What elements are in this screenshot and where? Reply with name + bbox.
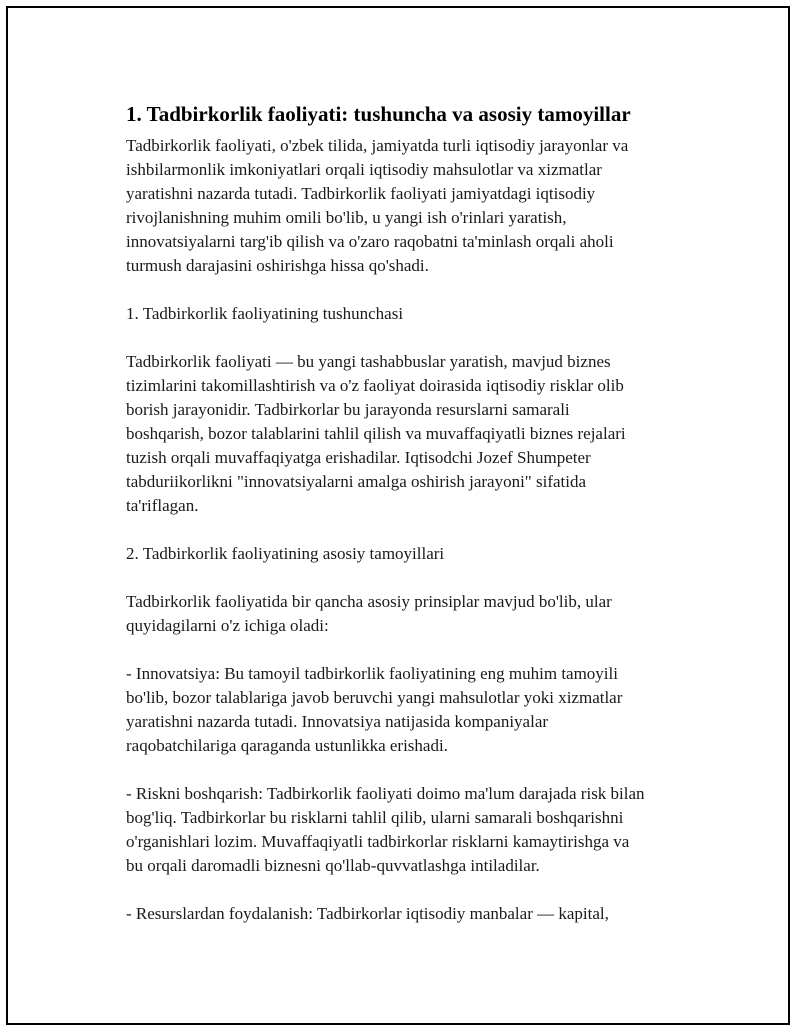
section-heading-2 — [126, 542, 716, 566]
text-line: quyidagilarni o'z ichiga oladi: — [126, 616, 329, 635]
text-line: tabduriikorlikni "innovatsiyalarni amalga oshirish jarayoni" sifatida — [126, 472, 587, 491]
text-line: - Innovatsiya: Bu tamoyil tadbirkorlik faoliyatining eng muhim tamoyili — [126, 664, 618, 683]
principles-intro-paragraph — [126, 590, 716, 638]
paragraph-gap — [126, 878, 716, 902]
text-line: borish jarayonidir. Tadbirkorlar bu jarayonda resurslarni samarali — [126, 400, 570, 419]
paragraph-gap — [126, 326, 716, 350]
text-line: bu orqali daromadli biznesni qo'llab-quvvatlashga intiladilar. — [126, 856, 540, 875]
text-line: o'rganishlari lozim. Muvaffaqiyatli tadbirkorlar risklarni kamaytirishga va — [126, 832, 630, 851]
document-title: 1. Tadbirkorlik faoliyati: tushuncha va asosiy tamoyillar — [126, 102, 631, 126]
section-heading-1 — [126, 302, 716, 326]
text-line: yaratishni nazarda tutadi. Tadbirkorlik faoliyati jamiyatdagi iqtisodiy — [126, 184, 596, 203]
text-line: Tadbirkorlik faoliyati — bu yangi tashabbuslar yaratish, mavjud biznes — [126, 352, 611, 371]
text-line: tizimlarini takomillashtirish va o'z faoliyat doirasida iqtisodiy risklar olib — [126, 376, 624, 395]
text-line: ishbilarmonlik imkoniyatlari orqali iqtisodiy mahsulotlar va xizmatlar — [126, 160, 602, 179]
principle-risk-management — [126, 782, 716, 878]
text-line: tuzish orqali muvaffaqiyatga erishadilar. Iqtisodchi Jozef Shumpeter — [126, 448, 591, 467]
text-line: rivojlanishning muhim omili bo'lib, u yangi ish o'rinlari yaratish, — [126, 208, 567, 227]
text-line: - Riskni boshqarish: Tadbirkorlik faoliyati doimo ma'lum darajada risk bilan — [126, 784, 645, 803]
text-line: bo'lib, bozor talablariga javob beruvchi yangi mahsulotlar yoki xizmatlar — [126, 688, 623, 707]
page-frame — [6, 6, 790, 1025]
text-line: Tadbirkorlik faoliyatida bir qancha asosiy prinsiplar mavjud bo'lib, ular — [126, 592, 612, 611]
text-line: ta'riflagan. — [126, 496, 199, 515]
text-line: innovatsiyalarni targ'ib qilish va o'zaro raqobatni ta'minlash orqali aholi — [126, 232, 614, 251]
text-line: boshqarish, bozor talablarini tahlil qilish va muvaffaqiyatli biznes rejalari — [126, 424, 626, 443]
document-body — [126, 100, 716, 926]
principle-resource-use — [126, 902, 716, 926]
text-line: 1. Tadbirkorlik faoliyatining tushunchasi — [126, 304, 404, 323]
intro-paragraph — [126, 134, 716, 278]
text-line: bog'liq. Tadbirkorlar bu risklarni tahlil qilib, ularni samarali boshqarishni — [126, 808, 624, 827]
text-line: raqobatchilariga qaraganda ustunlikka erishadi. — [126, 736, 448, 755]
paragraph-gap — [126, 758, 716, 782]
text-line: - Resurslardan foydalanish: Tadbirkorlar iqtisodiy manbalar — kapital, — [126, 904, 609, 923]
paragraph-gap — [126, 638, 716, 662]
paragraph-gap — [126, 278, 716, 302]
text-line: yaratishni nazarda tutadi. Innovatsiya natijasida kompaniyalar — [126, 712, 549, 731]
paragraph-gap — [126, 566, 716, 590]
text-line: turmush darajasini oshirishga hissa qo'shadi. — [126, 256, 429, 275]
principle-innovation — [126, 662, 716, 758]
definition-paragraph — [126, 350, 716, 518]
text-line: 2. Tadbirkorlik faoliyatining asosiy tamoyillari — [126, 544, 445, 563]
text-line: Tadbirkorlik faoliyati, o'zbek tilida, jamiyatda turli iqtisodiy jarayonlar va — [126, 136, 629, 155]
paragraph-gap — [126, 518, 716, 542]
